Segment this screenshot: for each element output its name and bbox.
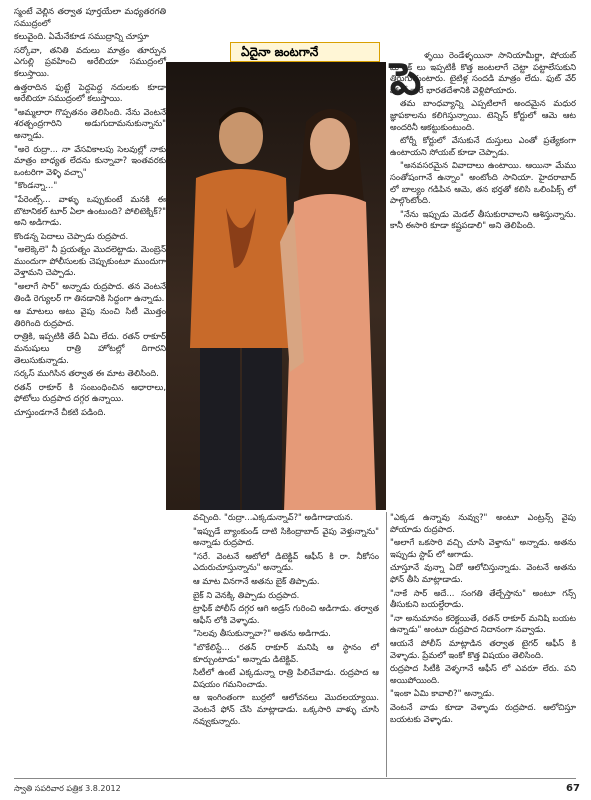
paragraph: "అలాగే ఒకసారి వచ్చి చూసి వెళ్తాను" అన్నాడు. అతను ఇప్పుడు స్టాప్ లో ఆగాడు. [390, 537, 576, 559]
paragraph: కలువైంది. ఏమేనేకూడ సముద్రాన్ని చూస్తూ [14, 31, 149, 42]
paragraph: సర్కోవా, తనితి వదులు మాత్రం తూర్పున ఎగుల్లి ప్రవహించి అరేబియా సముద్రంలో కలుస్తాయి. [14, 44, 166, 78]
column-divider [386, 512, 387, 777]
paragraph: వచ్చింది. "రుద్రా...ఎక్కడున్నావ్?" అడిగాడాయన. [193, 512, 354, 522]
article-headline-box [230, 42, 380, 62]
paragraph: "కొండన్నా..." [14, 180, 58, 191]
paragraph: రాత్రికి, ఇప్పటికి తేదీ ఏమి లేదు. రతన్ రాకూర్ మనుషులు రాత్రి హోటల్లో దిగారని తెలుసుకున్నాడు. [14, 331, 166, 365]
paragraph: స్మంటే వెల్లిన తర్వాత పూర్తయేలా మధ్యతరగతి సముద్రంలో [14, 6, 166, 28]
paragraph: "నేను ఇప్పుడు మెడల్ తీసుకురావాలని ఆశిస్తున్నాను. కానీ ఈసారి కూడా కష్టపడాలి" అని తెలిపింది. [390, 208, 576, 231]
article-headline: ఏదైనా జంటగానే [241, 45, 319, 59]
paragraph: ఆ ఇంగింతంగా బుర్రలో ఆలోచనలు మొదలయ్యాయి. వెంటనే ఫోన్ చేసి మాట్లాడాడు. ఒక్కసారి వాళ్ళు చూసి నవ్వుకున్నారు. [193, 692, 379, 726]
paragraph: సర్కస్ ముగిసిన తర్వాత ఈ మాట తెలిసింది. [14, 368, 159, 379]
right-column-text [390, 50, 576, 234]
paragraph: "అరె రుద్రా... నా వేసవికాలపు సెలవుల్లో నాకు మాత్రం బాధ్యత లేదను కున్నావా? ఇంతవరకు ఒంటరిగా వెళ్ళి వచ్చా" [14, 143, 166, 177]
publication-footer: స్వాతి సపరివార పత్రిక 3.8.2012 [14, 784, 121, 793]
paragraph: "బొకేలిస్టే... రతన్ రాకూర్ మనిషి ఆ స్థానం లో కూర్చుంటాడు" అన్నాడు డిటెక్టివ్. [193, 641, 379, 664]
left-column-text [14, 6, 166, 421]
paragraph: "నా అనుమానం కరెక్టయితే, రతన్ రాకూర్ మనిషి బయట ఉన్నాడు" అంటూ రుద్రపాద నిదానంగా నవ్వాడు. [390, 612, 576, 635]
paragraph: చూస్తుండగానే చీకటి పడింది. [14, 407, 106, 417]
page-number: 67 [566, 783, 580, 794]
paragraph: "ఇంకా ఏమి కావాలి?" అన్నాడు. [390, 688, 495, 699]
paragraph: "అలెక్కెలె" నీ ప్రయత్నం మొదలెట్టాడు. మెంబ్రెన్ ముందుగా పోలీసులకు చెప్పుకుంటూ ముందుగా వెళ్తామని చెప్పాడు. [14, 244, 166, 278]
paragraph: "ఇప్పుడే బ్యాంకుండ్ దాటి సికింద్రాబాద్ వైపు వెళ్తున్నాను" అన్నాడు రుద్రపాద. [193, 525, 379, 548]
woman-figure [276, 102, 384, 510]
paragraph: "నాకే సార్ అదే... సంగతి తేల్చేస్తాను" అంటూ గన్స్ తీసుకుని బయల్దేరాడు. [390, 587, 576, 610]
paragraph: రతన్ రాకూర్ కి సంబంధించిన ఆధారాలు, ఫోటోలు రుద్రపాద దగ్గర ఉన్నాయి. [14, 381, 166, 404]
paragraph: "అలాగే సార్" అన్నాడు రుద్రపాద. తన వెంటనే తిండి రెగ్యులర్ గా తినడానికి సిద్దంగా ఉన్నాడు. [14, 281, 166, 303]
footer-rule [14, 778, 576, 779]
drop-cap: పె [390, 54, 422, 105]
paragraph: బైక్ ని వెనక్కి తిప్పాడు రుద్రపాద. [193, 589, 300, 600]
paragraph: "సరే. వెంటనే ఆటోలో డిటెక్టివ్ ఆఫీస్ కి రా. నీకోసం ఎదురుచూస్తున్నాను" అన్నాడు. [193, 550, 379, 573]
paragraph: రుద్రపాద సిటీకి వెళ్ళగానే ఆఫీస్ లో ఎవరూ లేరు. పని అయిపోయింది. [390, 663, 576, 685]
paragraph: టోర్నీ కోర్టులో వేసుకునే దుస్తులు ఎంతో ప్రత్యేకంగా ఉంటాయని సోయబ్ కూడా చెప్పాడు. [390, 135, 576, 157]
paragraph: సిటీలో ఉంటే ఎక్కడున్నా రాత్రి పిలిచేవాడు. రుద్రపాద ఆ విషయం గమనించాడు. [193, 667, 379, 689]
paragraph: ఆయనే పోలీస్ మాట్లాడిన తర్వాత టైగర్ ఆఫీస్ కి వెళ్ళాడు. ప్రేమలో ఇంకో కొత్త విషయం తెలిసింది. [390, 637, 576, 660]
paragraph: "అమ్మలారా గొప్పతనం తెలిసింది. నేను వెంటనే శరత్చంద్రగారిని అడుగుదామనుకున్నాను" అన్నాడు. [14, 106, 166, 140]
couple-photo [166, 62, 386, 510]
paragraph: చూస్తూనే వున్నా ఏదో ఆలోచిస్తున్నాడు. వెంటనే అతను ఫోన్ తీసి మాట్లాడాడు. [390, 562, 576, 584]
paragraph: ట్రాఫిక్ పోలీస్ దగ్గర ఆగి అడ్రస్ గురించి అడిగాడు. తర్వాత ఆఫీస్ లోకి వెళ్ళాడు. [193, 603, 379, 625]
paragraph: కొండన్న పెదాలు చెప్పాడు రుద్రపాద. [14, 230, 129, 241]
paragraph: ళ్ళయి రెండేళ్ళయినా సానియామీర్జా, షోయబ్ మాలిక్ లు ఇప్పటికీ కొత్త జంటలాగే చెట్టా పట్టాలేసుకుని తిరుగుతుంటారు. టైటిళ్ల సందడి మాత్రం లేదు. ఫుట్ వేర్ షోలో వారే భారతదేశానికి వెళ్లిపోయారు. [390, 50, 576, 95]
paragraph: "సెలవు తీసుకున్నావా?" అతను అడిగాడు. [193, 628, 331, 639]
paragraph: "పేరెంట్స్... వాళ్ళు ఒప్పుకుంటే మనకి ఈ బొటానికల్ టూర్ ఏలా ఉంటుంది? పోలిటెక్నిక్?" అని అడిగాడు. [14, 193, 166, 228]
paragraph: ఆ మాట వినగానే అతను బైక్ తిప్పాడు. [193, 575, 320, 586]
paragraph: "అనవసరమైన వివాదాలు ఉంటాయి. ఆయినా మేము సంతోషంగానే ఉన్నాం" అంటోంది సానియా. హైదరాబాద్ లో బాల్యం గడిపిన ఆమె, తన భర్తతో కలిసి ఒలింపిక్స్ లో పాల్గొంటోంది. [390, 160, 576, 206]
paragraph: ఉత్తరాదిన ఫుట్టే పెద్దపెద్ద నదులకు కూడా అరేబియా సముద్రంలో కలుస్తాయి. [14, 81, 166, 104]
paragraph: వెంటనే వాడు కూడా వెళ్ళాడు రుద్రపాద. ఆలోచిస్తూ బయటకు వెళ్ళాడు. [390, 701, 576, 724]
bottom-right-column-text [390, 512, 576, 727]
bottom-mid-column-text [193, 512, 379, 729]
paragraph: "ఎక్కడ ఉన్నావు నువ్వు?" అంటూ ఎంట్రన్స్ వైపు పోయాడు రుద్రపాద. [390, 512, 576, 534]
paragraph: ఆ మాటలు అటు వైపు నుంచి సిటీ మొత్తం తిరిగింది రుద్రపాద. [14, 306, 166, 328]
paragraph: తమ బాంధవ్యాన్ని ఎప్పటిలాగే అందమైన మధుర జ్ఞాపకాలను కలిగిస్తున్నాయి. టెన్నిస్ కోర్టులో ఆమె ఆట అందరినీ ఆకట్టుకుంటుంది. [390, 98, 576, 132]
